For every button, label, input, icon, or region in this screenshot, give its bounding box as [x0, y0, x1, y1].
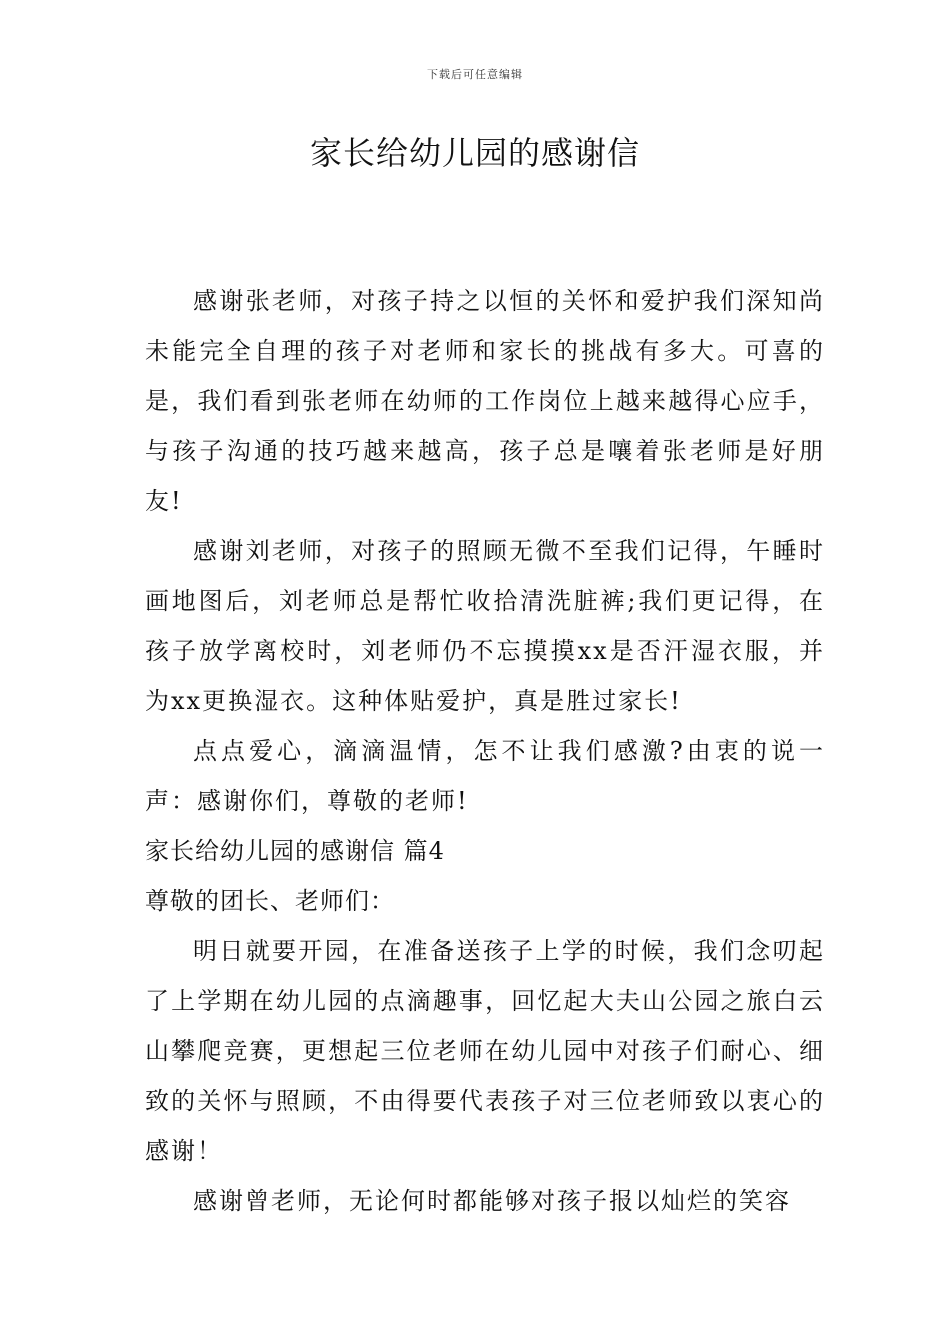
document-title: 家长给幼儿园的感谢信 [309, 134, 640, 172]
salutation: 尊敬的团长、老师们： [145, 887, 395, 915]
section-heading: 家长给幼儿园的感谢信 篇4 [145, 837, 445, 865]
paragraph: 点点爱心，滴滴温情，怎不让我们感激?由衷的说一声：感谢你们，尊敬的老师! [145, 737, 825, 815]
paragraph: 明日就要开园，在准备送孩子上学的时候，我们念叨起了上学期在幼儿园的点滴趣事，回忆起大夫山公园之旅白云山攀爬竞赛，更想起三位老师在幼儿园中对孩子们耐心、细致的关怀与照顾，不由得要代表孩子对三位老师致以衷心的感谢！ [145, 937, 825, 1165]
paragraph: 感谢曾老师，无论何时都能够对孩子报以灿烂的笑容 [193, 1187, 791, 1215]
header-note: 下载后可任意编辑 [427, 68, 523, 81]
paragraph: 感谢张老师，对孩子持之以恒的关怀和爱护我们深知尚未能完全自理的孩子对老师和家长的挑战有多大。可喜的是，我们看到张老师在幼师的工作岗位上越来越得心应手，与孩子沟通的技巧越来越高，孩子总是嚷着张老师是好朋友! [145, 287, 825, 515]
paragraph: 感谢刘老师，对孩子的照顾无微不至我们记得，午睡时画地图后，刘老师总是帮忙收拾清洗脏裤;我们更记得，在孩子放学离校时，刘老师仍不忘摸摸xx是否汗湿衣服，并为xx更换湿衣。这种体贴爱护，真是胜过家长! [145, 537, 825, 715]
document-body [145, 276, 825, 1226]
